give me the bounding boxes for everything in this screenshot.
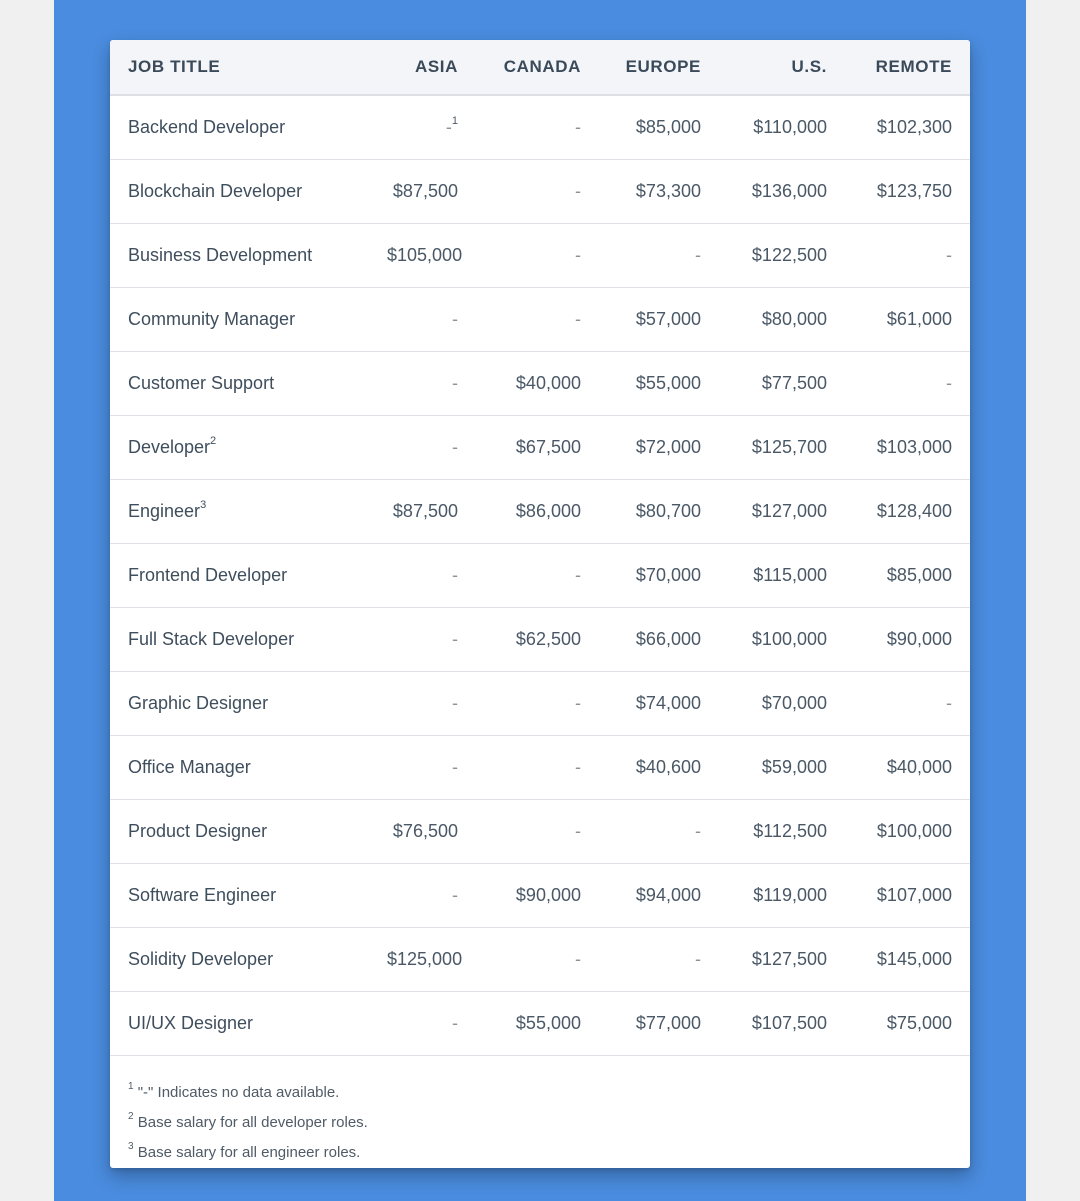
salary-cell: [476, 863, 599, 927]
table-row: [110, 543, 970, 607]
salary-value: $103,000: [876, 436, 952, 457]
no-data-dash: -: [575, 564, 581, 585]
salary-value: $87,500: [392, 500, 458, 521]
no-data-dash: -: [695, 948, 701, 969]
no-data-dash: -: [575, 820, 581, 841]
salary-cell: [476, 799, 599, 863]
salary-value: $76,500: [392, 820, 458, 841]
job-title-cell: [110, 991, 369, 1055]
salary-value: $127,500: [751, 948, 827, 969]
salary-cell: [476, 95, 599, 159]
salary-cell: [845, 95, 970, 159]
salary-value: $107,500: [751, 1012, 827, 1033]
salary-value: $72,000: [635, 436, 701, 457]
salary-value: $40,000: [886, 756, 952, 777]
table-row: [110, 991, 970, 1055]
job-title-text: Office Manager: [128, 756, 251, 777]
table-row: [110, 223, 970, 287]
no-data-dash: -: [452, 436, 458, 457]
salary-cell: [719, 671, 845, 735]
salary-value: $115,000: [753, 564, 827, 585]
salary-cell: [845, 351, 970, 415]
salary-value: $62,500: [515, 628, 581, 649]
salary-table: [110, 40, 970, 1056]
job-title-cell: [110, 735, 369, 799]
salary-cell: [719, 735, 845, 799]
table-row: [110, 863, 970, 927]
salary-cell: [845, 479, 970, 543]
salary-cell: [476, 543, 599, 607]
salary-value: $59,000: [761, 756, 827, 777]
salary-cell: [845, 287, 970, 351]
salary-cell: [719, 927, 845, 991]
salary-value: $128,400: [876, 500, 952, 521]
column-header-remote: REMOTE: [845, 40, 970, 95]
salary-cell: [599, 159, 719, 223]
no-data-dash: -: [946, 372, 952, 393]
no-data-dash: -: [575, 756, 581, 777]
job-title-cell: [110, 607, 369, 671]
salary-cell: [845, 415, 970, 479]
salary-cell: [719, 863, 845, 927]
no-data-dash: -: [575, 692, 581, 713]
salary-cell: [719, 607, 845, 671]
job-title-cell: [110, 287, 369, 351]
job-title-cell: [110, 479, 369, 543]
table-row: [110, 415, 970, 479]
salary-value: $112,500: [753, 820, 827, 841]
salary-cell: [599, 287, 719, 351]
footnote: [128, 1136, 952, 1166]
job-title-cell: [110, 223, 369, 287]
salary-value: $122,500: [751, 244, 827, 265]
salary-cell: [476, 223, 599, 287]
footnote-number: 3: [128, 1140, 134, 1152]
table-row: [110, 607, 970, 671]
salary-cell: [719, 287, 845, 351]
footnote-number: 1: [128, 1080, 134, 1092]
column-header-europe: EUROPE: [599, 40, 719, 95]
salary-cell: [476, 991, 599, 1055]
footnote: [128, 1076, 952, 1106]
salary-value: $94,000: [635, 884, 701, 905]
column-header-us: U.S.: [719, 40, 845, 95]
salary-value: $85,000: [886, 564, 952, 585]
job-title-cell: [110, 543, 369, 607]
salary-cell: [369, 607, 476, 671]
salary-value: $77,000: [635, 1012, 701, 1033]
no-data-dash: -: [575, 116, 581, 137]
salary-value: $70,000: [761, 692, 827, 713]
salary-cell: [599, 351, 719, 415]
job-title-text: Solidity Developer: [128, 948, 274, 969]
salary-value: $61,000: [886, 308, 952, 329]
job-title-text: Customer Support: [128, 372, 275, 393]
salary-cell: [599, 415, 719, 479]
column-header-canada: CANADA: [476, 40, 599, 95]
salary-cell: [719, 415, 845, 479]
no-data-dash: -: [452, 628, 458, 649]
job-title-text: Engineer: [128, 500, 201, 521]
salary-cell: [719, 479, 845, 543]
salary-cell: [719, 799, 845, 863]
table-row: [110, 479, 970, 543]
salary-value: $102,300: [876, 116, 952, 137]
salary-value: $136,000: [751, 180, 827, 201]
salary-cell: [599, 607, 719, 671]
no-data-dash: -: [452, 564, 458, 585]
salary-table-card: [110, 40, 970, 1168]
table-header-row: [110, 40, 970, 95]
salary-cell: [719, 95, 845, 159]
salary-value: $87,500: [392, 180, 458, 201]
salary-value: $55,000: [635, 372, 701, 393]
salary-cell: [845, 543, 970, 607]
footnote: [128, 1106, 952, 1136]
salary-cell: [476, 671, 599, 735]
salary-value: $40,000: [515, 372, 581, 393]
no-data-dash: -: [946, 692, 952, 713]
salary-value: $127,000: [751, 500, 827, 521]
salary-value: $90,000: [886, 628, 952, 649]
salary-cell: [719, 991, 845, 1055]
salary-value: $55,000: [515, 1012, 581, 1033]
salary-cell: [599, 799, 719, 863]
no-data-dash: -: [452, 308, 458, 329]
salary-value: $66,000: [635, 628, 701, 649]
job-title-text: Backend Developer: [128, 116, 286, 137]
table-row: [110, 799, 970, 863]
salary-cell: [845, 607, 970, 671]
job-title-text: Full Stack Developer: [128, 628, 295, 649]
salary-cell: [369, 543, 476, 607]
salary-cell: [476, 159, 599, 223]
job-title-cell: [110, 799, 369, 863]
salary-cell: [369, 927, 476, 991]
job-title-text: UI/UX Designer: [128, 1012, 254, 1033]
salary-value: $80,700: [635, 500, 701, 521]
table-row: [110, 95, 970, 159]
salary-cell: [599, 479, 719, 543]
salary-cell: [845, 223, 970, 287]
footnote-marker: 3: [200, 498, 207, 511]
footnotes: [110, 1056, 970, 1166]
salary-cell: [845, 159, 970, 223]
salary-value: $125,000: [387, 948, 463, 969]
salary-cell: [599, 863, 719, 927]
job-title-text: Frontend Developer: [128, 564, 288, 585]
salary-cell: [599, 543, 719, 607]
no-data-dash: -: [946, 244, 952, 265]
salary-cell: [369, 799, 476, 863]
salary-cell: [369, 991, 476, 1055]
table-row: [110, 287, 970, 351]
salary-cell: [476, 927, 599, 991]
job-title-cell: [110, 159, 369, 223]
job-title-cell: [110, 671, 369, 735]
salary-cell: [369, 287, 476, 351]
job-title-cell: [110, 415, 369, 479]
job-title-cell: [110, 863, 369, 927]
no-data-dash: -: [452, 884, 458, 905]
salary-cell: [369, 735, 476, 799]
salary-value: $75,000: [886, 1012, 952, 1033]
salary-value: $105,000: [387, 244, 463, 265]
salary-value: $85,000: [635, 116, 701, 137]
job-title-text: Blockchain Developer: [128, 180, 303, 201]
no-data-dash: -: [452, 372, 458, 393]
salary-cell: [476, 415, 599, 479]
salary-value: $77,500: [761, 372, 827, 393]
salary-cell: [599, 927, 719, 991]
salary-cell: [719, 223, 845, 287]
salary-cell: [369, 863, 476, 927]
no-data-dash: -: [445, 116, 452, 137]
salary-cell: [719, 543, 845, 607]
salary-value: $86,000: [515, 500, 581, 521]
salary-cell: [476, 351, 599, 415]
table-row: [110, 671, 970, 735]
salary-value: $125,700: [751, 436, 827, 457]
no-data-dash: -: [575, 948, 581, 969]
salary-cell: [845, 735, 970, 799]
salary-cell: [599, 95, 719, 159]
no-data-dash: -: [575, 244, 581, 265]
salary-value: $73,300: [635, 180, 701, 201]
salary-value: $107,000: [876, 884, 952, 905]
salary-cell: [845, 863, 970, 927]
column-header-asia: ASIA: [369, 40, 476, 95]
job-title-text: Product Designer: [128, 820, 268, 841]
salary-cell: [476, 479, 599, 543]
job-title-cell: [110, 927, 369, 991]
salary-value: $70,000: [635, 564, 701, 585]
job-title-cell: [110, 95, 369, 159]
salary-cell: [369, 479, 476, 543]
salary-cell: [369, 95, 476, 159]
table-row: [110, 927, 970, 991]
salary-value: $90,000: [515, 884, 581, 905]
footnote-text: "-" Indicates no data available.: [137, 1083, 340, 1101]
no-data-dash: -: [575, 308, 581, 329]
salary-cell: [599, 991, 719, 1055]
salary-cell: [369, 351, 476, 415]
salary-cell: [845, 927, 970, 991]
salary-value: $110,000: [753, 116, 827, 137]
salary-value: $100,000: [751, 628, 827, 649]
salary-value: $74,000: [635, 692, 701, 713]
salary-cell: [845, 991, 970, 1055]
salary-value: $145,000: [876, 948, 952, 969]
no-data-dash: -: [695, 820, 701, 841]
salary-cell: [845, 799, 970, 863]
salary-cell: [369, 671, 476, 735]
salary-cell: [369, 159, 476, 223]
column-header-job-title: JOB TITLE: [110, 40, 369, 95]
job-title-text: Software Engineer: [128, 884, 277, 905]
salary-cell: [476, 287, 599, 351]
salary-value: $67,500: [515, 436, 581, 457]
job-title-text: Business Development: [128, 244, 313, 265]
footnote-marker: 2: [210, 434, 217, 447]
no-data-dash: -: [575, 180, 581, 201]
no-data-dash: -: [452, 1012, 458, 1033]
no-data-dash: -: [695, 244, 701, 265]
salary-cell: [599, 223, 719, 287]
job-title-cell: [110, 351, 369, 415]
salary-cell: [599, 735, 719, 799]
salary-value: $123,750: [876, 180, 952, 201]
salary-cell: [719, 351, 845, 415]
job-title-text: Graphic Designer: [128, 692, 269, 713]
salary-cell: [845, 671, 970, 735]
salary-value: $119,000: [753, 884, 827, 905]
table-row: [110, 735, 970, 799]
footnote-number: 2: [128, 1110, 134, 1122]
salary-cell: [476, 735, 599, 799]
job-title-text: Developer: [128, 436, 211, 457]
salary-value: $80,000: [761, 308, 827, 329]
footnote-text: Base salary for all developer roles.: [137, 1113, 368, 1131]
salary-cell: [719, 159, 845, 223]
salary-value: $100,000: [876, 820, 952, 841]
table-row: [110, 159, 970, 223]
job-title-text: Community Manager: [128, 308, 296, 329]
salary-cell: [476, 607, 599, 671]
salary-cell: [369, 415, 476, 479]
salary-value: $57,000: [635, 308, 701, 329]
no-data-dash: -: [452, 756, 458, 777]
salary-cell: [369, 223, 476, 287]
no-data-dash: -: [452, 692, 458, 713]
table-body: [110, 95, 970, 1055]
salary-cell: [599, 671, 719, 735]
footnote-text: Base salary for all engineer roles.: [137, 1143, 361, 1161]
table-row: [110, 351, 970, 415]
footnote-marker: 1: [451, 114, 458, 127]
salary-value: $40,600: [635, 756, 701, 777]
